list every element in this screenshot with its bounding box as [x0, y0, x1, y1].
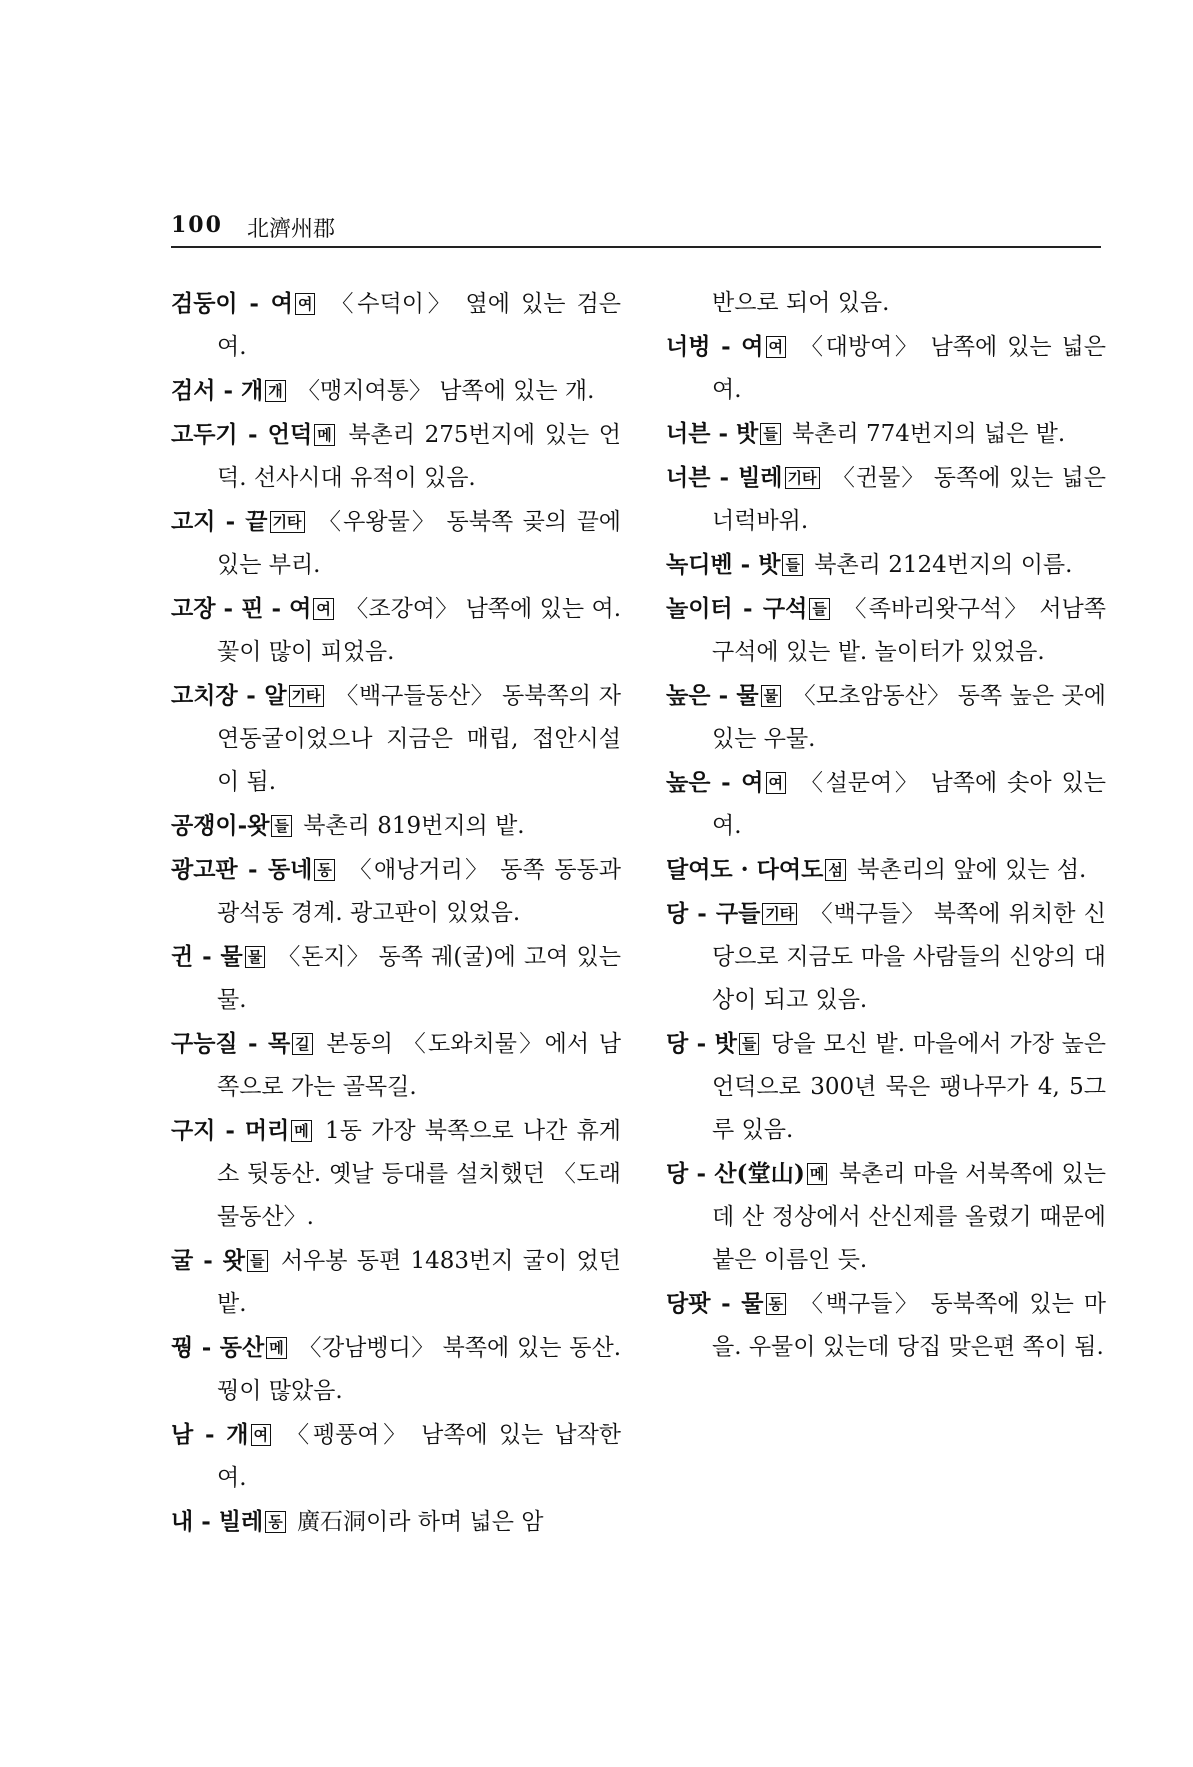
category-tag: 기타 [785, 467, 820, 489]
entry-term: 당 - 구들 [666, 900, 761, 927]
entry-description: 〈백구들〉 동북쪽에 있는 마을. 우물이 있는데 당집 맞은편 쪽이 됨. [712, 1291, 1106, 1360]
dictionary-entry [171, 369, 621, 413]
dictionary-entry [171, 413, 621, 500]
category-tag: 들 [809, 598, 830, 620]
category-tag: 여 [766, 772, 787, 794]
entry-term: 구능질 - 목 [171, 1030, 291, 1057]
dictionary-entry [171, 1239, 621, 1326]
dictionary-entry [171, 500, 621, 587]
entry-description: 廣石洞이라 하며 넓은 암 [297, 1509, 544, 1535]
entry-term: 당팟 - 물 [666, 1290, 764, 1317]
left-column [171, 282, 621, 1544]
entry-description: 당을 모신 밭. 마을에서 가장 높은 언덕으로 300년 묵은 팽나무가 4, 5그루 있음. [712, 1031, 1107, 1143]
entry-description: 〈펭풍여〉 남쪽에 있는 납작한 여. [217, 1422, 622, 1491]
entry-description: 〈설문여〉 남쪽에 솟아 있는 여. [712, 770, 1106, 839]
entry-term: 고두기 - 언덕 [171, 421, 313, 448]
category-tag: 메 [291, 1120, 312, 1142]
entry-description: 〈대방여〉 남쪽에 있는 넓은 여. [712, 334, 1106, 403]
dictionary-entry [666, 892, 1106, 1022]
dictionary-entry [666, 456, 1106, 543]
entry-description: 〈모초암동산〉 동쪽 높은 곳에 있는 우물. [712, 683, 1106, 752]
entry-description: 북촌리 275번지에 있는 언덕. 선사시대 유적이 있음. [217, 422, 622, 491]
entry-term: 남 - 개 [171, 1421, 249, 1448]
entry-term: 공쟁이-왓 [171, 812, 270, 839]
category-tag: 메 [807, 1163, 828, 1185]
entry-term: 높은 - 여 [666, 769, 764, 796]
dictionary-entry [171, 1500, 621, 1544]
entry-description: 〈맹지여통〉 남쪽에 있는 개. [297, 378, 595, 404]
entry-description: 〈귄물〉 동쪽에 있는 넓은 너럭바위. [712, 465, 1106, 534]
dictionary-entry [666, 1152, 1106, 1282]
category-tag: 동 [265, 1511, 286, 1533]
dictionary-entry [666, 543, 1106, 587]
dictionary-entry [666, 1022, 1106, 1152]
category-tag: 여 [295, 293, 316, 315]
entry-term: 고장 - 핀 - 여 [171, 595, 312, 622]
entry-term: 고치장 - 알 [171, 682, 287, 709]
dictionary-entry [666, 761, 1106, 848]
dictionary-entry [666, 848, 1106, 892]
category-tag: 동 [766, 1293, 787, 1315]
entry-description: 북촌리 2124번지의 이름. [814, 552, 1073, 578]
category-tag: 기타 [270, 511, 305, 533]
dictionary-entry [171, 935, 621, 1022]
entry-description: 서우봉 동편 1483번지 굴이 었던 밭. [217, 1248, 621, 1317]
entry-term: 당 - 산(堂山) [666, 1160, 805, 1187]
entry-term: 너븐 - 밧 [666, 420, 759, 447]
entry-term: 당 - 밧 [666, 1030, 737, 1057]
entry-term: 높은 - 물 [666, 682, 759, 709]
entry-description: 〈돈지〉 동쪽 궤(굴)에 고여 있는 물. [217, 944, 621, 1013]
dictionary-entry [171, 587, 621, 674]
category-tag: 들 [247, 1250, 268, 1272]
page-header [171, 212, 1101, 248]
dictionary-entry [171, 1413, 621, 1500]
entry-description: 〈애낭거리〉 동쪽 동동과 광석동 경계. 광고판이 있었음. [217, 857, 621, 926]
entry-term: 너븐 - 빌레 [666, 464, 783, 491]
dictionary-entry [666, 412, 1106, 456]
category-tag: 길 [292, 1033, 313, 1055]
entry-description: 〈조강여〉 남쪽에 있는 여. 꽃이 많이 피었음. [217, 596, 622, 665]
entry-term: 굴 - 왓 [171, 1247, 245, 1274]
entry-term: 구지 - 머리 [171, 1117, 290, 1144]
right-column [666, 282, 1106, 1369]
category-tag: 들 [739, 1033, 760, 1055]
category-tag: 들 [760, 423, 781, 445]
entry-term: 검서 - 개 [171, 377, 264, 404]
category-tag: 동 [314, 859, 335, 881]
category-tag: 들 [782, 554, 803, 576]
entry-term: 달여도 · 다여도 [666, 856, 824, 883]
entry-description: 〈강남벵디〉 북쪽에 있는 동산. 꿩이 많았음. [217, 1335, 622, 1404]
dictionary-entry [666, 587, 1106, 674]
category-tag: 메 [314, 424, 335, 446]
entry-description: 북촌리 819번지의 밭. [303, 813, 525, 839]
entry-description: 〈수덕이〉 옆에 있는 검은 여. [217, 291, 622, 360]
dictionary-entry [171, 1326, 621, 1413]
category-tag: 기타 [762, 903, 797, 925]
dictionary-entry [171, 674, 621, 804]
entry-description: 북촌리 마을 서북쪽에 있는데 산 정상에서 산신제를 올렸기 때문에 붙은 이름인 듯. [712, 1161, 1106, 1273]
entry-description: 1동 가장 북쪽으로 나간 휴게소 뒷동산. 옛날 등대를 설치했던 〈도래물동산〉. [217, 1118, 622, 1230]
category-tag: 기타 [289, 685, 324, 707]
entry-term: 놀이터 - 구석 [666, 595, 808, 622]
category-tag: 섬 [825, 859, 846, 881]
dictionary-entry [171, 848, 621, 935]
entry-term: 녹디벤 - 밧 [666, 551, 781, 578]
entry-term: 내 - 빌레 [171, 1508, 264, 1535]
entry-term: 귄 - 물 [171, 943, 243, 970]
entry-description: 〈족바리왓구석〉 서남쪽 구석에 있는 밭. 놀이터가 있었음. [712, 596, 1106, 665]
category-tag: 여 [766, 336, 787, 358]
entry-term: 검둥이 - 여 [171, 290, 293, 317]
entry-description: 북촌리의 앞에 있는 섬. [857, 857, 1087, 883]
dictionary-entry [666, 325, 1106, 412]
category-tag: 물 [761, 685, 782, 707]
category-tag: 들 [271, 815, 292, 837]
dictionary-entry [171, 1109, 621, 1239]
category-tag: 물 [245, 946, 266, 968]
entry-description: 〈백구들동산〉 동북쪽의 자연동굴이었으나 지금은 매립, 접안시설이 됨. [217, 683, 621, 795]
dictionary-entry [171, 282, 621, 369]
entry-description: 본동의 〈도와치물〉에서 남쪽으로 가는 골목길. [217, 1031, 621, 1100]
category-tag: 여 [251, 1424, 272, 1446]
entry-term: 너벙 - 여 [666, 333, 764, 360]
entry-description: 북촌리 774번지의 넓은 밭. [792, 421, 1066, 447]
entry-term: 고지 - 끝 [171, 508, 268, 535]
entry-description: 〈백구들〉 북쪽에 위치한 신당으로 지금도 마을 사람들의 신앙의 대상이 되고 있음. [712, 901, 1106, 1013]
category-tag: 개 [265, 380, 286, 402]
page-number: 100 [171, 212, 223, 238]
entry-term: 꿩 - 동산 [171, 1334, 265, 1361]
entry-term: 광고판 - 동네 [171, 856, 313, 883]
category-tag: 메 [266, 1337, 287, 1359]
dictionary-entry [666, 674, 1106, 761]
dictionary-entry [666, 1282, 1106, 1369]
page-title: 北濟州郡 [247, 217, 336, 242]
dictionary-entry [171, 804, 621, 848]
continuation-text: 반으로 되어 있음. [712, 290, 890, 316]
dictionary-entry [171, 1022, 621, 1109]
entry-description: 〈우왕물〉 동북쪽 곶의 끝에 있는 부리. [217, 509, 622, 578]
category-tag: 여 [313, 598, 334, 620]
